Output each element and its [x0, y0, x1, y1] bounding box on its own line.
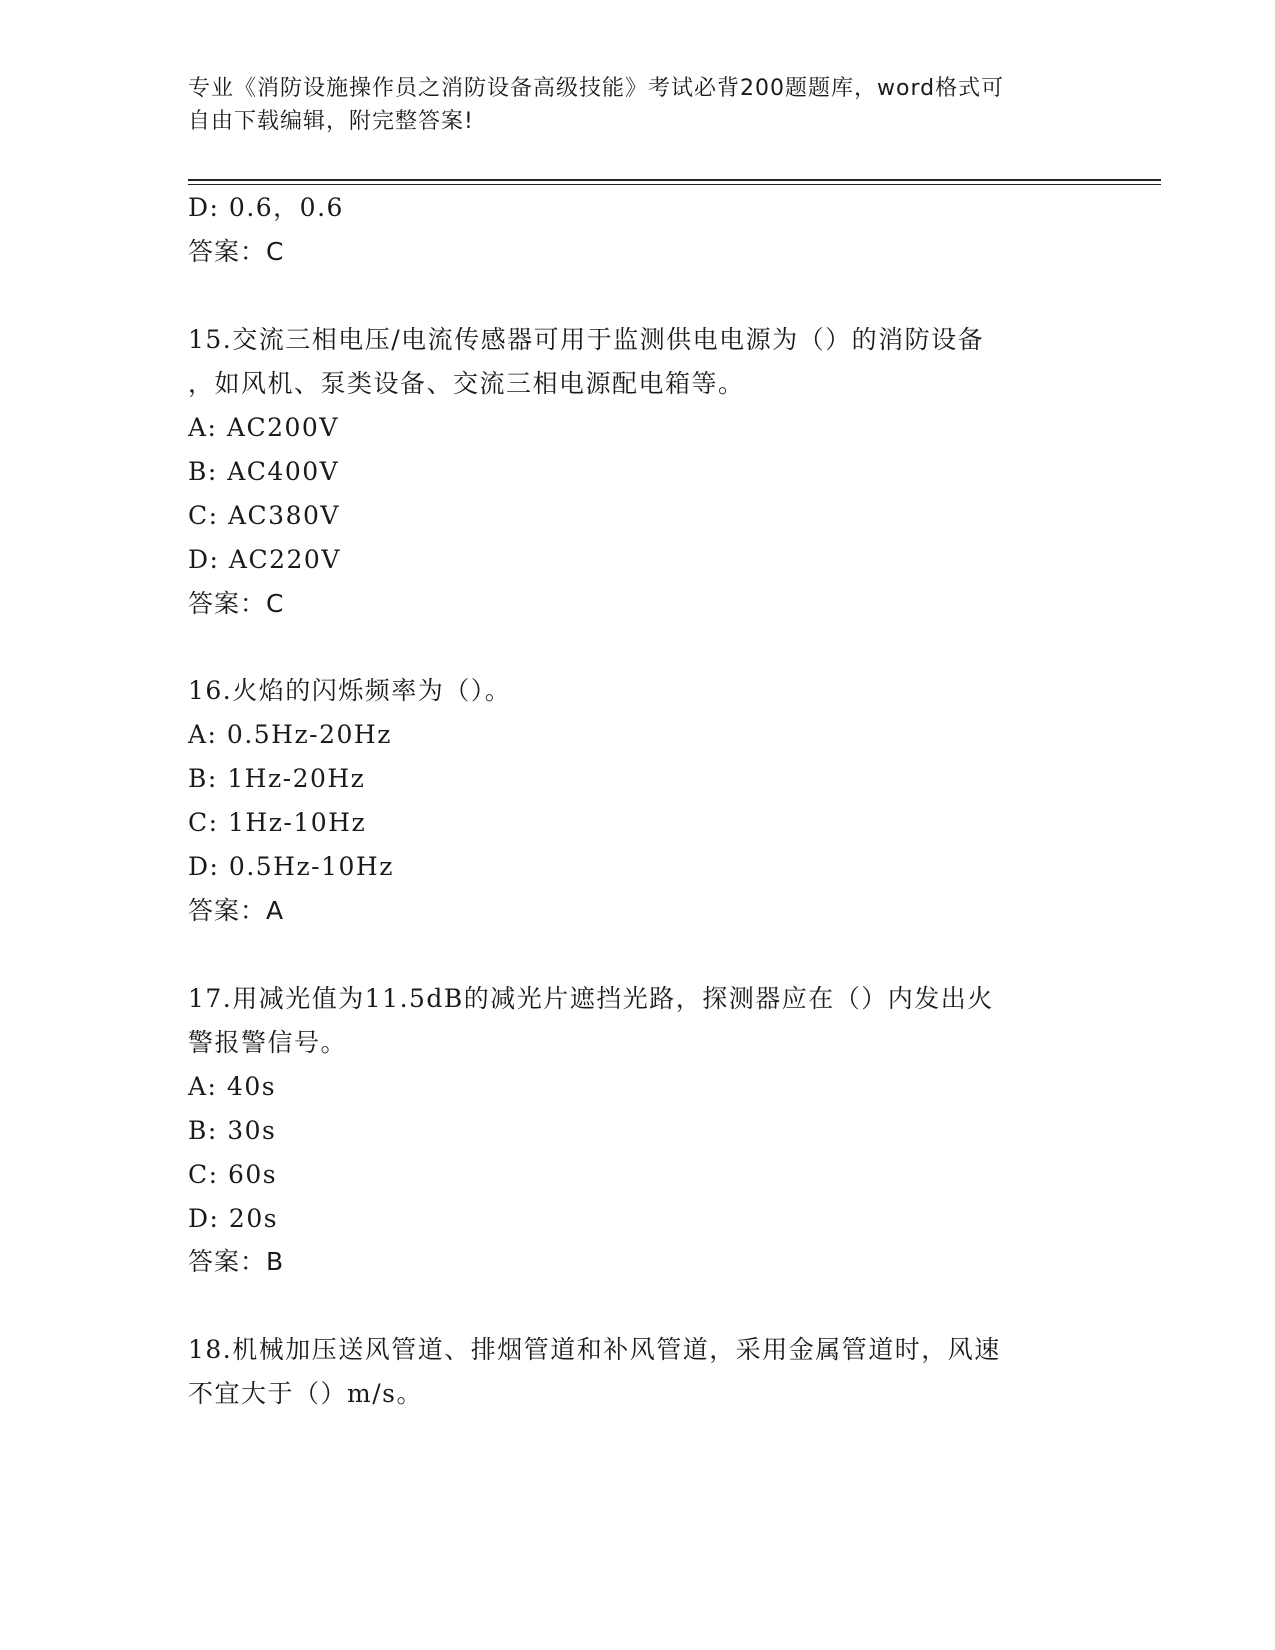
question-15-option-a: A: AC200V — [188, 413, 339, 442]
question-18-stem-line-1: 18.机械加压送风管道、排烟管道和补风管道，采用金属管道时，风速 — [188, 1335, 1001, 1364]
question-16-stem-line-1: 16.火焰的闪烁频率为（）。 — [188, 676, 512, 705]
question-17-option-c: C: 60s — [188, 1160, 278, 1189]
question-15-option-c: C: AC380V — [188, 501, 340, 530]
carryover-answer: 答案：C — [188, 237, 285, 266]
question-17-option-d: D: 20s — [188, 1204, 279, 1233]
question-17-option-a: A: 40s — [188, 1072, 277, 1101]
question-16-option-a: A: 0.5Hz-20Hz — [188, 720, 392, 749]
question-16-option-c: C: 1Hz-10Hz — [188, 808, 367, 837]
question-17-option-b: B: 30s — [188, 1116, 277, 1145]
question-16-option-d: D: 0.5Hz-10Hz — [188, 852, 394, 881]
question-15-option-d: D: AC220V — [188, 545, 341, 574]
header-divider-thick — [188, 179, 1161, 181]
header-line-1: 专业《消防设施操作员之消防设备高级技能》考试必背200题题库，word格式可 — [188, 76, 1005, 101]
question-17-stem-line-2: 警报警信号。 — [188, 1028, 348, 1057]
question-16-option-b: B: 1Hz-20Hz — [188, 764, 366, 793]
question-17-answer: 答案：B — [188, 1247, 285, 1276]
question-18-stem-line-2: 不宜大于（）m/s。 — [188, 1379, 423, 1408]
question-15-stem-line-2: ，如风机、泵类设备、交流三相电源配电箱等。 — [188, 369, 745, 398]
question-15-answer: 答案：C — [188, 589, 285, 618]
question-16-answer: 答案：A — [188, 896, 285, 925]
carryover-option-d: D: 0.6，0.6 — [188, 193, 344, 222]
question-17-stem-line-1: 17.用减光值为11.5dB的减光片遮挡光路，探测器应在（）内发出火 — [188, 984, 994, 1013]
question-15-stem-line-1: 15.交流三相电压/电流传感器可用于监测供电电源为（）的消防设备 — [188, 325, 985, 354]
header-line-2: 自由下载编辑，附完整答案! — [188, 109, 474, 134]
header-divider-thin — [188, 184, 1161, 185]
document-header — [188, 72, 1088, 138]
question-15-option-b: B: AC400V — [188, 457, 340, 486]
